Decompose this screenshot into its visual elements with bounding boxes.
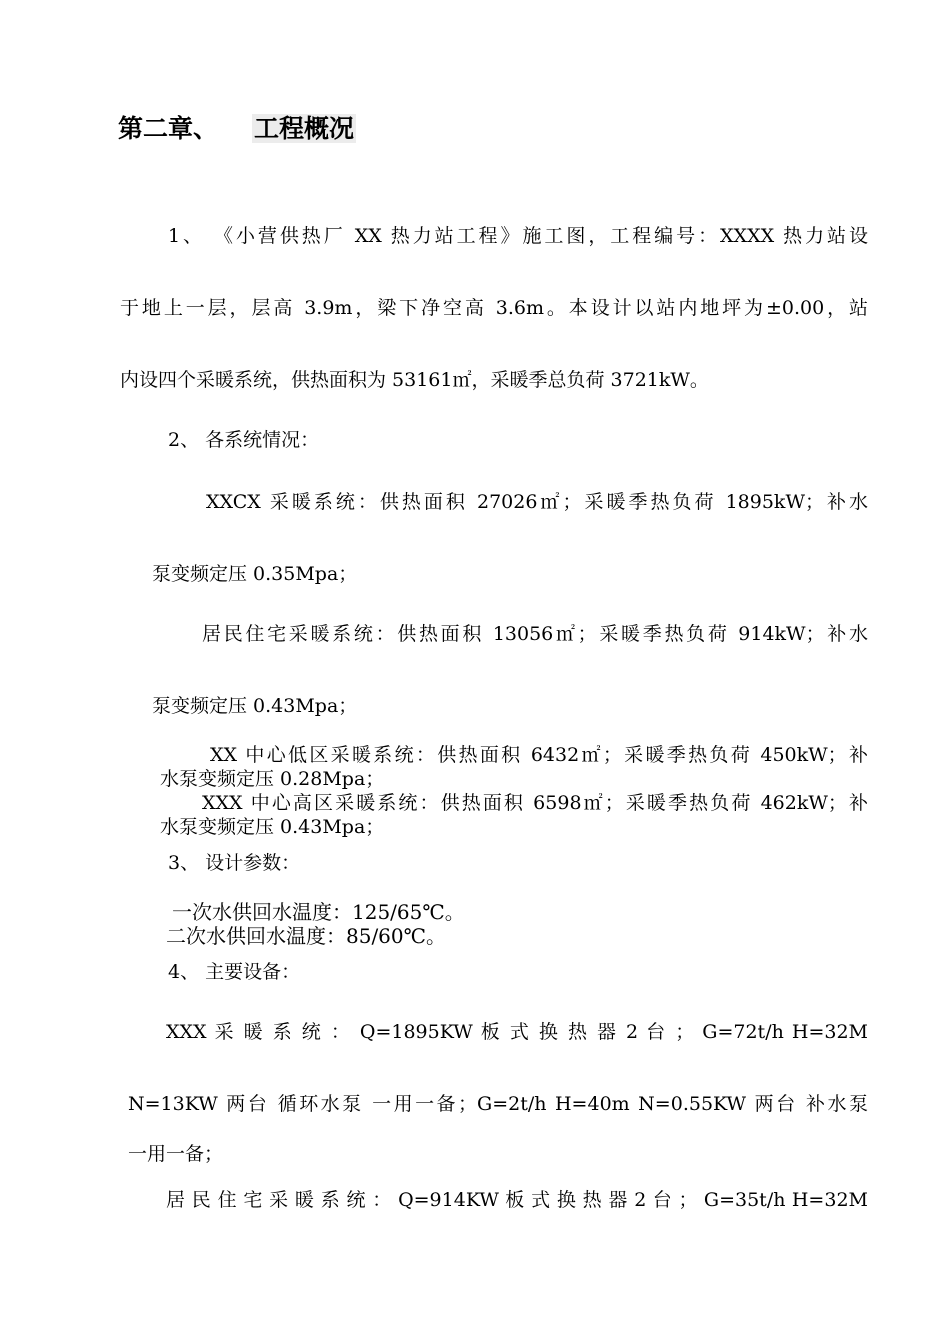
section1-line3: 内设四个采暖系统，供热面积为 53161㎡，采暖季总负荷 3721kW。 [120, 369, 709, 391]
xxx-equipment-line2: N=13KW 两台 循环水泵 一用一备；G=2t/h H=40m N=0.55KW 两台 补水泵 [128, 1093, 868, 1115]
xxcx-system-line2: 泵变频定压 0.35Mpa； [152, 563, 358, 585]
residential-equipment-line1: 居 民 住 宅 采 暖 系 统 ： Q=914KW 板 式 换 热 器 2 台 ； G=35t/h H=32M [166, 1189, 868, 1211]
section4-heading: 4、 主要设备： [168, 961, 301, 983]
chapter-heading [118, 112, 356, 146]
secondary-water-temp: 二次水供回水温度：85/60℃。 [166, 924, 447, 948]
high-zone-system-line1: XXX 中心高区采暖系统：供热面积 6598㎡；采暖季热负荷 462kW；补 [202, 792, 868, 814]
xxx-equipment-line3: 一用一备； [128, 1143, 224, 1165]
primary-water-temp: 一次水供回水温度：125/65℃。 [172, 900, 465, 924]
high-zone-system-line2: 水泵变频定压 0.43Mpa； [160, 816, 385, 838]
chapter-number: 第二章、 [118, 114, 219, 143]
residential-system-line2: 泵变频定压 0.43Mpa； [152, 695, 358, 717]
section1-line1: 1、 《小营供热厂 XX 热力站工程》施工图，工程编号：XXXX 热力站设 [168, 225, 868, 247]
section3-heading: 3、 设计参数： [168, 852, 301, 874]
low-zone-system-line2: 水泵变频定压 0.28Mpa； [160, 768, 385, 790]
section1-line2: 于地上一层，层高 3.9m，梁下净空高 3.6m。本设计以站内地坪为±0.00，站 [120, 297, 868, 319]
section2-heading: 2、 各系统情况： [168, 429, 320, 451]
xxx-equipment-line1: XXX 采 暖 系 统 ： Q=1895KW 板 式 换 热 器 2 台 ； G=72t/h H=32M [166, 1021, 868, 1043]
low-zone-system-line1: XX 中心低区采暖系统：供热面积 6432㎡；采暖季热负荷 450kW；补 [210, 744, 868, 766]
xxcx-system-line1: XXCX 采暖系统：供热面积 27026㎡；采暖季热负荷 1895kW；补水 [206, 491, 868, 513]
residential-system-line1: 居民住宅采暖系统：供热面积 13056㎡；采暖季热负荷 914kW；补水 [202, 623, 868, 645]
chapter-title: 工程概况 [254, 114, 355, 143]
